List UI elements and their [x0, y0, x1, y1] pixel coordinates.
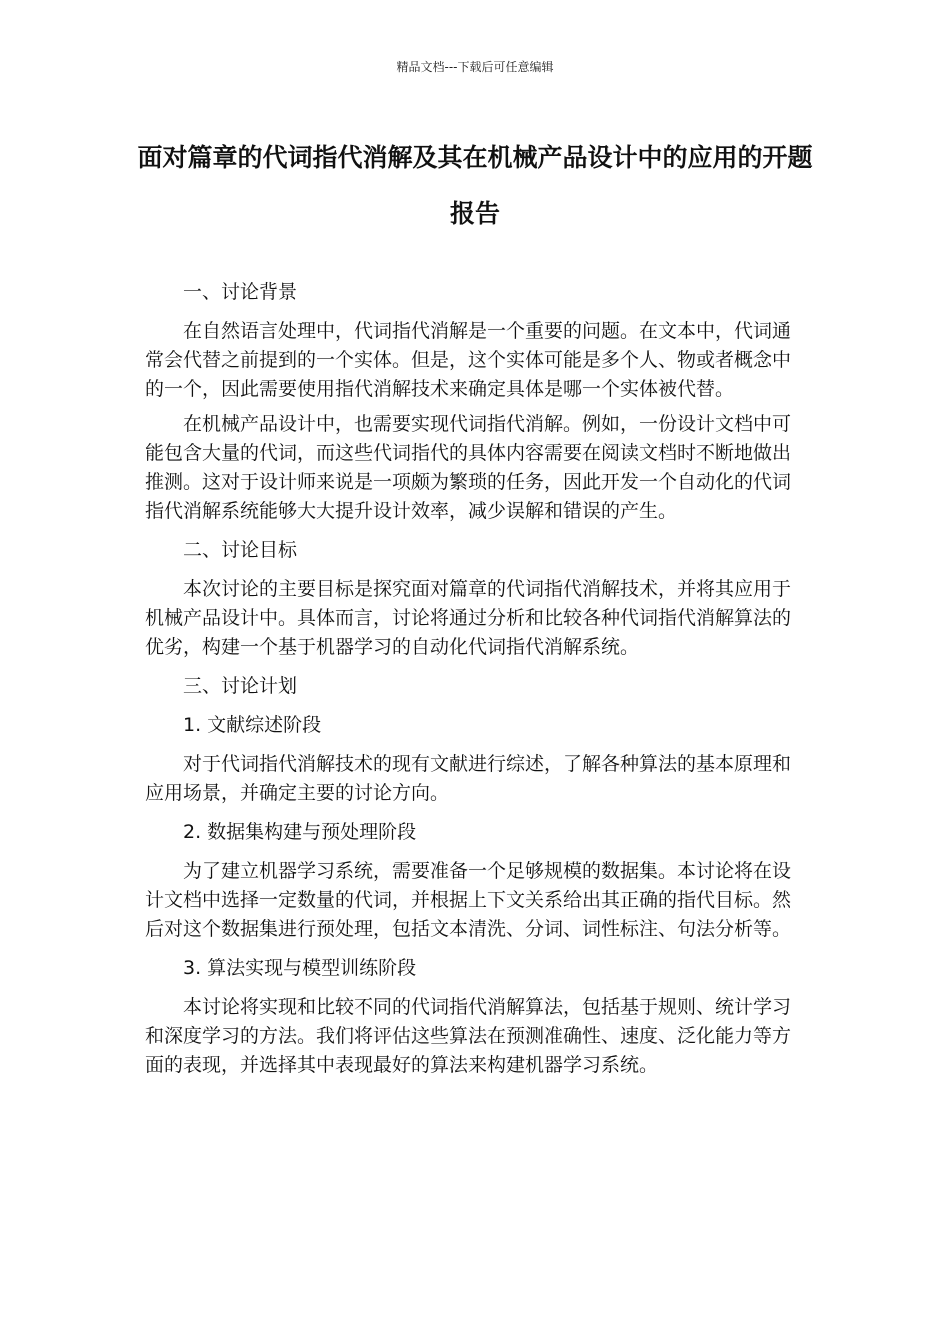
paragraph-goals: 本次讨论的主要目标是探究面对篇章的代词指代消解技术，并将其应用于机械产品设计中。具体而言，讨论将通过分析和比较各种代词指代消解算法的优劣，构建一个基于机器学习的自动化代词指代消解系统。: [145, 578, 792, 658]
section-heading-plan: 三、讨论计划: [183, 675, 298, 697]
subheading-algorithm: 3. 算法实现与模型训练阶段: [183, 957, 417, 979]
document-title: 面对篇章的代词指代消解及其在机械产品设计中的应用的开题报告: [137, 143, 813, 228]
subheading-dataset: 2. 数据集构建与预处理阶段: [183, 821, 417, 843]
paragraph-algorithm: 本讨论将实现和比较不同的代词指代消解算法，包括基于规则、统计学习和深度学习的方法。我们将评估这些算法在预测准确性、速度、泛化能力等方面的表现，并选择其中表现最好的算法来构建机器学习系统。: [145, 996, 792, 1076]
paragraph-dataset: 为了建立机器学习系统，需要准备一个足够规模的数据集。本讨论将在设计文档中选择一定数量的代词，并根据上下文关系给出其正确的指代目标。然后对这个数据集进行预处理，包括文本清洗、分词、词性标注、句法分析等。: [145, 860, 792, 940]
document-body: [145, 268, 800, 1086]
subheading-literature-review: 1. 文献综述阶段: [183, 714, 322, 736]
section-heading-goals: 二、讨论目标: [183, 539, 298, 561]
section-heading-background: 一、讨论背景: [183, 281, 298, 303]
paragraph-background-2: 在机械产品设计中，也需要实现代词指代消解。例如，一份设计文档中可能包含大量的代词，而这些代词指代的具体内容需要在阅读文档时不断地做出推测。这对于设计师来说是一项颇为繁琐的任务，因此开发一个自动化的代词指代消解系统能够大大提升设计效率，减少误解和错误的产生。: [145, 413, 792, 522]
header-note: 精品文档---下载后可任意编辑: [396, 60, 554, 74]
paragraph-background-1: 在自然语言处理中，代词指代消解是一个重要的问题。在文本中，代词通常会代替之前提到的一个实体。但是，这个实体可能是多个人、物或者概念中的一个，因此需要使用指代消解技术来确定具体是哪一个实体被代替。: [145, 320, 792, 400]
paragraph-literature-review: 对于代词指代消解技术的现有文献进行综述，了解各种算法的基本原理和应用场景，并确定主要的讨论方向。: [145, 753, 792, 804]
